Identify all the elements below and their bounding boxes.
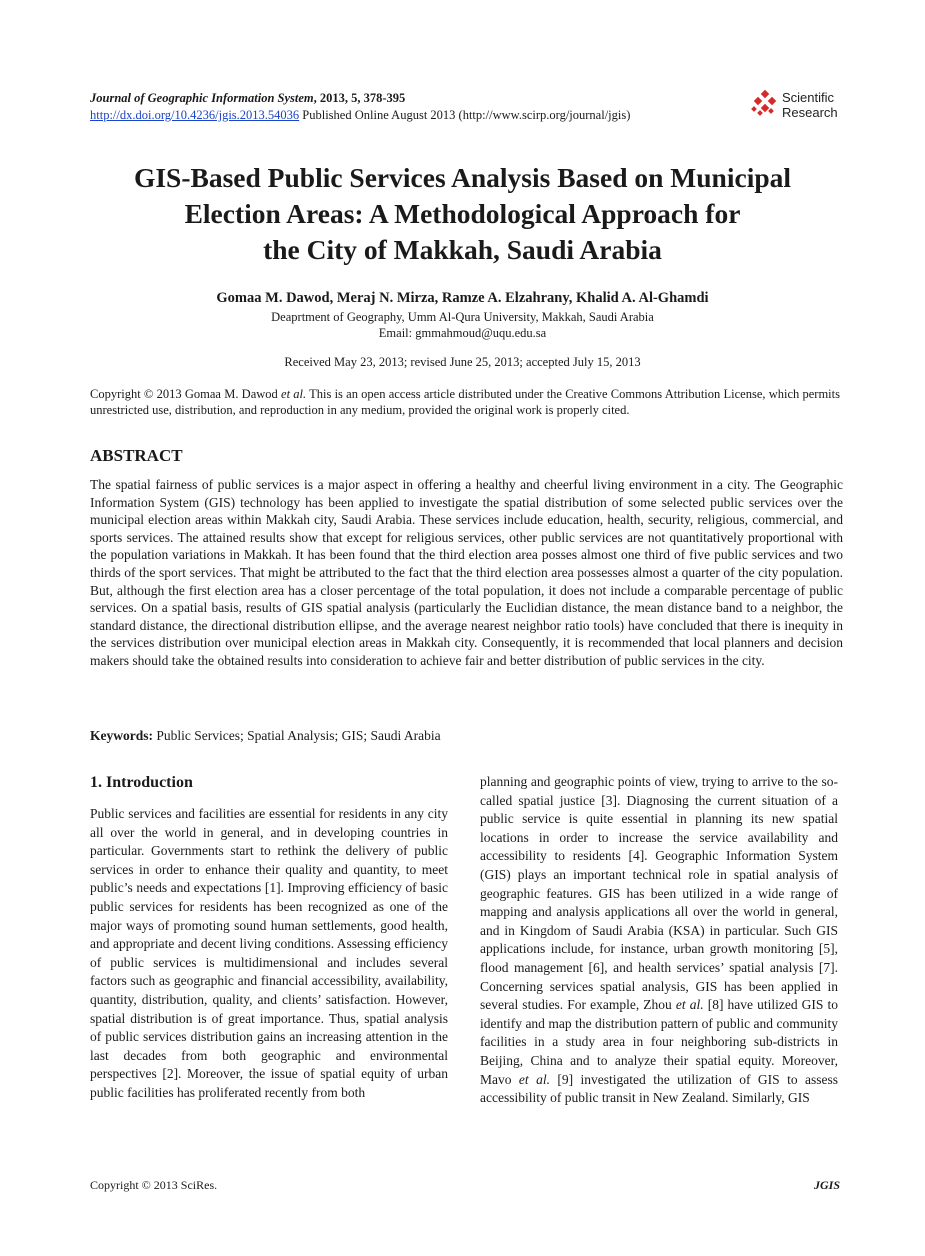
email: Email: gmmahmoud@uqu.edu.sa — [378, 326, 547, 340]
section-heading: 1. Introduction — [90, 774, 193, 791]
intro-right-column — [480, 773, 838, 1108]
logo-text — [782, 90, 838, 120]
affiliation: Deaprtment of Geography, Umm Al-Qura University, Makkah, Saudi Arabia — [271, 310, 654, 324]
intro-text: [8] have utilized GIS to identify and map the distribution pattern of public and community facilities in a study area in four neighboring sub-districts in Beijing, China and to analyze their spatial equity. Moreover, Mavo — [480, 997, 839, 1087]
doi-link[interactable]: http://dx.doi.org/10.4236/jgis.2013.54036 — [90, 108, 300, 122]
abstract-heading: ABSTRACT — [90, 446, 183, 465]
abstract-text: The spatial fairness of public services is a major aspect in offering a healthy and cheerful living environment in a city. The Geographic Information System (GIS) technology has been applied to investigate the spatial distribution of some selected public services over the municipal election areas within Makkah city, Saudi Arabia. These services include education, health, security, religious, commercial, and sports services. The attained results show that except for religious services, other public services are not quantitatively proportional with the population variations in Makkah. It has been found that the third election area posses almost one third of five public services and two thirds of the sport services. That might be attributed to the fact that the third election area possesses almost a quarter of the city population. But, although the first election area has a closer percentage of the total population, it does not include a comparable percentage of public services. On a spatial basis, results of GIS spatial analysis (particularly the Euclidian distance, the mean distance band to a neighbor, the standard distance, the directional distribution ellipse, and the average nearest neighbor ratio tools) have concluded that there is inequity in the services distribution over municipal election areas in Makkah city. Consequently, it is recommended that local planners and decision makers should take the obtained results into consideration to achieve fair and better distribution of public services in the city. — [90, 477, 843, 668]
authors: Gomaa M. Dawod, Meraj N. Mirza, Ramze A. Elzahrany, Khalid A. Al-Ghamdi — [216, 290, 709, 306]
paper-title — [60, 160, 865, 268]
journal-volume: , 2013, 5, 378-395 — [313, 91, 406, 105]
keywords-list: Public Services; Spatial Analysis; GIS; Saudi Arabia — [153, 728, 441, 743]
footer-journal: JGIS — [813, 1178, 840, 1192]
title-line: the City of Makkah, Saudi Arabia — [263, 234, 662, 265]
intro-etal: et al. — [675, 997, 704, 1013]
copyright-notice — [90, 386, 840, 418]
intro-text: [9] investigated the utilization of GIS to assess accessibility of public transit in New Zealand. Similarly, GIS — [480, 1071, 839, 1106]
logo-line-1: Scientific — [782, 90, 835, 105]
journal-name: Journal of Geographic Information System — [90, 91, 314, 105]
journal-header — [90, 90, 630, 124]
copyright-etal: et al. — [281, 387, 307, 401]
published-info: Published Online August 2013 (http://www.scirp.org/journal/jgis) — [299, 108, 631, 122]
title-line: GIS-Based Public Services Analysis Based on Municipal — [133, 162, 792, 193]
logo-mark-icon — [750, 90, 780, 120]
affiliation-block — [60, 309, 865, 341]
intro-text: planning and geographic points of view, trying to arrive to the so-called spatial justice [3]. Diagnosing the current situation of a public service is quite essential in planning its new spatial locations in order to increase the service availability and accessibility to residents [4]. Geographic Information System (GIS) plays an important technical role in spatial analysis of geographic features. GIS has been utilized in a wide range of mapping and analysis applications all over the world in general, and in Kingdom of Saudi Arabia (KSA) in particular. Such GIS applications include, for instance, urban growth monitoring [5], flood management [6], and health services’ spatial analysis [7]. Concerning services spatial analysis, GIS has been applied in several studies. For example, Zhou — [480, 774, 838, 1013]
scientific-research-logo — [750, 90, 850, 122]
intro-etal: et al. — [518, 1071, 550, 1087]
keywords — [90, 728, 843, 744]
logo-line-2: Research — [782, 105, 838, 120]
copyright-text: This is an open access article distributed under the Creative Commons Attribution License, which permits unrestricted use, distribution, and reproduction in any medium, provided the original work is properly cited. — [90, 387, 840, 417]
received-dates: Received May 23, 2013; revised June 25, 2013; accepted July 15, 2013 — [284, 355, 641, 369]
copyright-text: Copyright © 2013 Gomaa M. Dawod — [90, 387, 282, 401]
intro-left-column: Public services and facilities are essential for residents in any city all over the world in general, and in developing countries in particular. Governments start to rethink the delivery of public services in order to enhance their quality and quantity, to meet public’s needs and expectations [1]. Improving efficiency of basic public services for residents has been recognized as one of the major ways of promoting sound human settlements, good health, and appropriate and decent living conditions. Assessing efficiency of public services is multidimensional and includes several factors such as geographic and financial accessibility, availability, quantity, distribution, quality, and clients’ satisfaction. However, spatial distribution is of great importance. Thus, spatial analysis of public services distribution gains an increasing attention in the last decades from both geographic and environmental perspectives [2]. Moreover, the issue of spatial equity of urban public facilities has proliferated recently from both — [90, 806, 448, 1100]
keywords-label: Keywords: — [90, 728, 153, 743]
title-line: Election Areas: A Methodological Approach for — [184, 198, 741, 229]
footer-copyright: Copyright © 2013 SciRes. — [90, 1178, 218, 1192]
